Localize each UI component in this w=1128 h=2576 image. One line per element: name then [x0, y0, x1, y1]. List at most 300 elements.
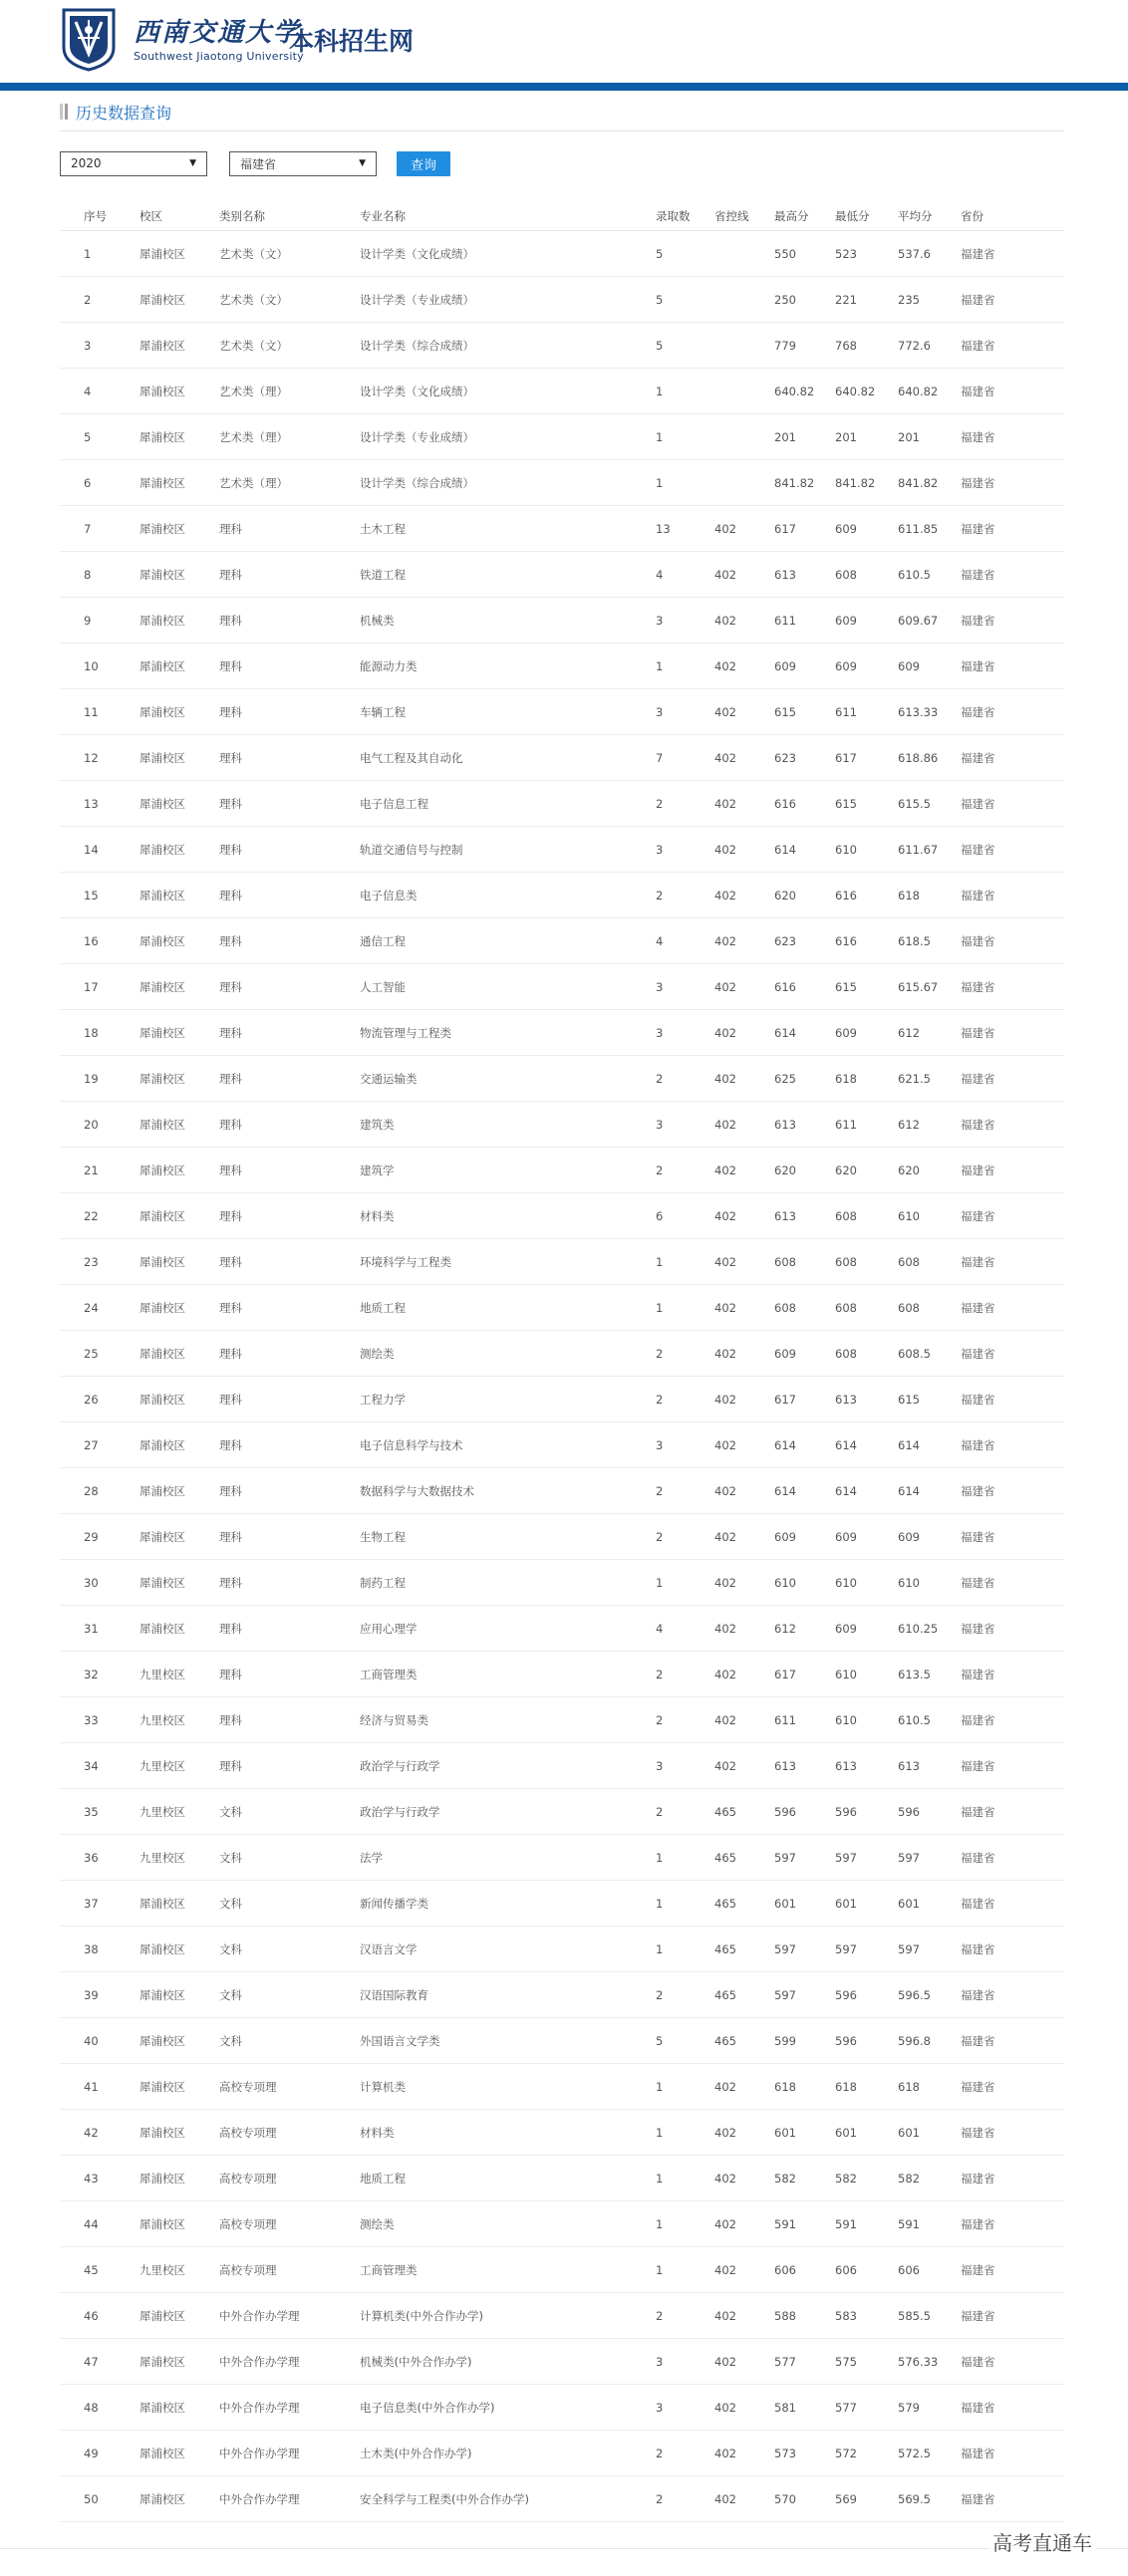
table-cell: 能源动力类 [360, 644, 656, 689]
table-cell: 理科 [219, 735, 360, 781]
column-header: 平均分 [898, 201, 961, 231]
table-cell: 理科 [219, 1148, 360, 1193]
table-body [60, 231, 1064, 2522]
table-cell: 犀浦校区 [140, 1927, 219, 1972]
table-cell: 九里校区 [140, 1697, 219, 1743]
table-cell: 福建省 [961, 2018, 1064, 2064]
table-cell: 铁道工程 [360, 552, 656, 598]
table-cell: 3 [656, 1010, 714, 1056]
table-cell: 614 [835, 1422, 898, 1468]
table-row [60, 506, 1064, 552]
table-row [60, 1743, 1064, 1789]
table-cell: 12 [60, 735, 140, 781]
table-cell: 596 [774, 1789, 835, 1835]
table-cell: 43 [60, 2156, 140, 2201]
table-cell: 通信工程 [360, 918, 656, 964]
table-cell: 理科 [219, 1743, 360, 1789]
table-cell: 犀浦校区 [140, 1468, 219, 1514]
table-row [60, 689, 1064, 735]
table-row [60, 644, 1064, 689]
table-cell: 理科 [219, 552, 360, 598]
table-cell: 614 [774, 827, 835, 873]
table-cell: 高校专项理 [219, 2156, 360, 2201]
table-cell: 3 [656, 1422, 714, 1468]
table-cell: 597 [774, 1835, 835, 1881]
table-cell: 法学 [360, 1835, 656, 1881]
table-cell: 16 [60, 918, 140, 964]
table-cell: 政治学与行政学 [360, 1789, 656, 1835]
table-cell: 609 [898, 1514, 961, 1560]
table-cell: 24 [60, 1285, 140, 1331]
table-cell: 1 [656, 1881, 714, 1927]
table-cell: 625 [774, 1056, 835, 1102]
table-cell: 2 [656, 1652, 714, 1697]
table-cell: 597 [835, 1835, 898, 1881]
table-cell: 文科 [219, 1972, 360, 2018]
table-cell: 640.82 [835, 369, 898, 414]
table-row [60, 2293, 1064, 2339]
table-cell: 车辆工程 [360, 689, 656, 735]
table-cell: 九里校区 [140, 1652, 219, 1697]
table-cell [714, 323, 774, 369]
table-cell: 福建省 [961, 2431, 1064, 2476]
table-cell: 614 [835, 1468, 898, 1514]
table-row [60, 2110, 1064, 2156]
table-cell: 犀浦校区 [140, 414, 219, 460]
table-cell: 620 [898, 1148, 961, 1193]
table-cell: 设计学类（专业成绩） [360, 414, 656, 460]
table-cell: 608 [835, 1193, 898, 1239]
table-cell: 608 [898, 1239, 961, 1285]
table-cell: 测绘类 [360, 1331, 656, 1377]
table-cell: 235 [898, 277, 961, 323]
table-cell: 611 [835, 1102, 898, 1148]
table-cell: 402 [714, 1010, 774, 1056]
table-cell: 582 [774, 2156, 835, 2201]
table-cell: 计算机类 [360, 2064, 656, 2110]
table-cell: 402 [714, 1652, 774, 1697]
table-cell: 犀浦校区 [140, 827, 219, 873]
table-cell: 福建省 [961, 414, 1064, 460]
footer-divider [0, 2548, 1128, 2549]
table-cell: 44 [60, 2201, 140, 2247]
table-cell: 材料类 [360, 2110, 656, 2156]
table-cell: 理科 [219, 1468, 360, 1514]
table-cell: 福建省 [961, 2476, 1064, 2522]
table-cell: 犀浦校区 [140, 2018, 219, 2064]
table-cell: 615 [774, 689, 835, 735]
table-cell: 福建省 [961, 1010, 1064, 1056]
table-cell: 465 [714, 1789, 774, 1835]
table-cell: 犀浦校区 [140, 1148, 219, 1193]
table-cell: 611.67 [898, 827, 961, 873]
table-cell: 理科 [219, 1102, 360, 1148]
table-cell: 犀浦校区 [140, 2156, 219, 2201]
table-cell: 25 [60, 1331, 140, 1377]
table-cell: 2 [656, 1056, 714, 1102]
table-cell: 609 [835, 598, 898, 644]
table-row [60, 231, 1064, 277]
table-cell: 汉语国际教育 [360, 1972, 656, 2018]
table-cell: 福建省 [961, 735, 1064, 781]
table-cell: 465 [714, 1881, 774, 1927]
section-title: 历史数据查询 [76, 103, 172, 123]
table-cell: 1 [656, 1927, 714, 1972]
table-cell: 608 [898, 1285, 961, 1331]
table-cell: 611 [774, 1697, 835, 1743]
table-cell: 610 [774, 1560, 835, 1606]
table-cell: 402 [714, 2156, 774, 2201]
table-cell: 772.6 [898, 323, 961, 369]
table-cell: 材料类 [360, 1193, 656, 1239]
table-cell: 465 [714, 1835, 774, 1881]
table-cell: 402 [714, 1193, 774, 1239]
table-row [60, 964, 1064, 1010]
table-cell: 犀浦校区 [140, 506, 219, 552]
table-cell: 201 [898, 414, 961, 460]
table-cell: 27 [60, 1422, 140, 1468]
watermark: 高考直通车 [988, 2525, 1096, 2558]
table-cell: 611 [835, 689, 898, 735]
table-cell: 609.67 [898, 598, 961, 644]
table-cell: 福建省 [961, 1193, 1064, 1239]
table-cell: 596 [835, 2018, 898, 2064]
header-bar [0, 83, 1128, 91]
table-cell: 618 [898, 873, 961, 918]
table-cell: 402 [714, 1285, 774, 1331]
table-cell: 设计学类（文化成绩） [360, 369, 656, 414]
table-cell: 电子信息类 [360, 873, 656, 918]
table-cell: 465 [714, 1927, 774, 1972]
table-cell: 4 [656, 552, 714, 598]
table-row [60, 1377, 1064, 1422]
table-cell: 601 [835, 2110, 898, 2156]
table-cell: 597 [774, 1927, 835, 1972]
table-cell: 犀浦校区 [140, 2339, 219, 2385]
main-content [60, 99, 1064, 2522]
table-cell: 福建省 [961, 873, 1064, 918]
university-cn-name: 西南交通大学 [134, 17, 302, 48]
table-cell: 犀浦校区 [140, 460, 219, 506]
table-cell: 615 [835, 781, 898, 827]
table-cell: 2 [60, 277, 140, 323]
table-cell: 理科 [219, 1377, 360, 1422]
table-cell: 设计学类（文化成绩） [360, 231, 656, 277]
table-cell: 1 [656, 2247, 714, 2293]
table-cell: 福建省 [961, 1148, 1064, 1193]
table-cell: 572.5 [898, 2431, 961, 2476]
table-cell: 福建省 [961, 2110, 1064, 2156]
table-cell: 610 [835, 1560, 898, 1606]
table-cell: 402 [714, 2293, 774, 2339]
table-cell: 402 [714, 1743, 774, 1789]
table-cell: 575 [835, 2339, 898, 2385]
table-row [60, 873, 1064, 918]
table-cell: 经济与贸易类 [360, 1697, 656, 1743]
table-cell: 13 [656, 506, 714, 552]
table-cell: 569.5 [898, 2476, 961, 2522]
table-cell: 402 [714, 1606, 774, 1652]
table-cell: 617 [774, 506, 835, 552]
table-cell: 高校专项理 [219, 2110, 360, 2156]
table-cell: 理科 [219, 918, 360, 964]
table-cell: 19 [60, 1056, 140, 1102]
filter-bar [60, 149, 1064, 177]
section-marker [65, 104, 68, 120]
table-cell: 596.8 [898, 2018, 961, 2064]
table-cell: 设计学类（综合成绩） [360, 460, 656, 506]
table-cell: 福建省 [961, 2247, 1064, 2293]
table-cell: 犀浦校区 [140, 2476, 219, 2522]
table-cell: 402 [714, 1697, 774, 1743]
table-cell: 3 [656, 689, 714, 735]
table-cell: 606 [835, 2247, 898, 2293]
table-cell: 福建省 [961, 1468, 1064, 1514]
table-cell: 11 [60, 689, 140, 735]
table-cell: 福建省 [961, 1789, 1064, 1835]
table-cell: 电子信息工程 [360, 781, 656, 827]
table-cell: 生物工程 [360, 1514, 656, 1560]
table-cell: 3 [656, 2339, 714, 2385]
table-cell: 402 [714, 1331, 774, 1377]
table-cell: 614 [774, 1468, 835, 1514]
table-cell: 26 [60, 1377, 140, 1422]
table-cell: 402 [714, 1468, 774, 1514]
table-cell: 588 [774, 2293, 835, 2339]
column-header: 省份 [961, 201, 1064, 231]
table-cell: 402 [714, 1239, 774, 1285]
table-cell: 数据科学与大数据技术 [360, 1468, 656, 1514]
table-cell: 609 [835, 1514, 898, 1560]
table-cell: 文科 [219, 1881, 360, 1927]
table-cell: 402 [714, 506, 774, 552]
table-cell: 617 [835, 735, 898, 781]
column-header: 省控线 [714, 201, 774, 231]
table-cell: 犀浦校区 [140, 1972, 219, 2018]
table-row [60, 414, 1064, 460]
table-cell: 201 [774, 414, 835, 460]
table-cell: 中外合作办学理 [219, 2431, 360, 2476]
table-cell: 614 [898, 1468, 961, 1514]
table-cell: 中外合作办学理 [219, 2385, 360, 2431]
table-cell: 1 [656, 2110, 714, 2156]
table-cell: 艺术类（文） [219, 277, 360, 323]
table-row [60, 1331, 1064, 1377]
table-cell: 610.25 [898, 1606, 961, 1652]
table-cell: 汉语言文学 [360, 1927, 656, 1972]
table-cell: 文科 [219, 1927, 360, 1972]
table-cell: 613 [835, 1377, 898, 1422]
table-cell: 福建省 [961, 598, 1064, 644]
table-row [60, 1927, 1064, 1972]
table-cell: 34 [60, 1743, 140, 1789]
table-cell: 5 [60, 414, 140, 460]
table-cell: 591 [835, 2201, 898, 2247]
column-header: 类别名称 [219, 201, 360, 231]
table-cell: 理科 [219, 873, 360, 918]
table-row [60, 2247, 1064, 2293]
table-cell: 250 [774, 277, 835, 323]
table-cell: 高校专项理 [219, 2201, 360, 2247]
year-select[interactable] [60, 151, 207, 176]
column-header: 序号 [60, 201, 140, 231]
table-cell: 犀浦校区 [140, 1560, 219, 1606]
table-cell: 艺术类（文） [219, 231, 360, 277]
table-cell: 犀浦校区 [140, 2431, 219, 2476]
table-cell: 585.5 [898, 2293, 961, 2339]
table-cell: 609 [835, 1606, 898, 1652]
table-cell: 550 [774, 231, 835, 277]
table-cell: 理科 [219, 689, 360, 735]
table-cell: 402 [714, 2476, 774, 2522]
table-cell: 37 [60, 1881, 140, 1927]
query-button[interactable]: 查询 [397, 151, 450, 176]
table-cell: 福建省 [961, 2064, 1064, 2110]
table-cell: 610 [835, 1697, 898, 1743]
table-cell: 618 [774, 2064, 835, 2110]
table-cell: 理科 [219, 1056, 360, 1102]
table-cell: 福建省 [961, 369, 1064, 414]
table-cell: 艺术类（理） [219, 414, 360, 460]
table-cell: 福建省 [961, 1697, 1064, 1743]
table-cell: 犀浦校区 [140, 1193, 219, 1239]
table-cell: 4 [656, 1606, 714, 1652]
table-cell: 犀浦校区 [140, 1422, 219, 1468]
table-cell: 2 [656, 1377, 714, 1422]
table-cell: 机械类 [360, 598, 656, 644]
table-row [60, 1789, 1064, 1835]
table-row [60, 1285, 1064, 1331]
table-cell: 3 [656, 598, 714, 644]
table-cell: 2 [656, 1789, 714, 1835]
table-cell: 4 [60, 369, 140, 414]
table-cell: 591 [774, 2201, 835, 2247]
table-cell: 596 [835, 1789, 898, 1835]
table-cell: 犀浦校区 [140, 2110, 219, 2156]
table-cell: 交通运输类 [360, 1056, 656, 1102]
table-cell: 2 [656, 873, 714, 918]
table-cell: 402 [714, 1377, 774, 1422]
table-cell: 物流管理与工程类 [360, 1010, 656, 1056]
table-cell: 45 [60, 2247, 140, 2293]
table-cell: 文科 [219, 1789, 360, 1835]
column-header: 最高分 [774, 201, 835, 231]
table-cell: 福建省 [961, 2339, 1064, 2385]
table-cell: 犀浦校区 [140, 277, 219, 323]
table-cell: 2 [656, 1697, 714, 1743]
results-table [60, 201, 1064, 2522]
table-cell: 617 [774, 1377, 835, 1422]
table-cell: 599 [774, 2018, 835, 2064]
table-cell: 576.33 [898, 2339, 961, 2385]
table-row [60, 1056, 1064, 1102]
table-cell: 理科 [219, 1697, 360, 1743]
table-cell: 33 [60, 1697, 140, 1743]
table-cell: 1 [656, 2156, 714, 2201]
table-cell: 犀浦校区 [140, 1377, 219, 1422]
table-cell: 理科 [219, 827, 360, 873]
table-cell: 30 [60, 1560, 140, 1606]
chevron-down-icon: ▼ [359, 158, 366, 168]
table-cell: 402 [714, 781, 774, 827]
table-cell: 613.5 [898, 1652, 961, 1697]
table-cell: 1 [656, 2201, 714, 2247]
table-cell: 569 [835, 2476, 898, 2522]
table-cell: 402 [714, 827, 774, 873]
table-cell: 616 [835, 918, 898, 964]
table-cell [714, 414, 774, 460]
province-select[interactable] [229, 151, 377, 176]
table-cell: 犀浦校区 [140, 781, 219, 827]
table-cell: 613 [898, 1743, 961, 1789]
table-cell: 402 [714, 2064, 774, 2110]
table-cell: 402 [714, 1422, 774, 1468]
table-row [60, 1652, 1064, 1697]
table-cell: 620 [774, 1148, 835, 1193]
table-cell: 618.86 [898, 735, 961, 781]
table-cell: 1 [656, 644, 714, 689]
table-cell: 福建省 [961, 1743, 1064, 1789]
table-cell: 安全科学与工程类(中外合作办学) [360, 2476, 656, 2522]
table-cell: 文科 [219, 1835, 360, 1881]
table-row [60, 1606, 1064, 1652]
table-cell: 597 [898, 1835, 961, 1881]
table-cell: 614 [774, 1010, 835, 1056]
logo[interactable] [60, 8, 304, 72]
table-cell: 613 [774, 1102, 835, 1148]
table-cell: 建筑类 [360, 1102, 656, 1148]
table-cell: 理科 [219, 1285, 360, 1331]
table-cell: 犀浦校区 [140, 1881, 219, 1927]
table-cell: 福建省 [961, 1377, 1064, 1422]
table-cell: 610.5 [898, 552, 961, 598]
table-cell: 3 [656, 2385, 714, 2431]
table-cell: 犀浦校区 [140, 644, 219, 689]
table-cell: 艺术类（理） [219, 460, 360, 506]
table-cell: 中外合作办学理 [219, 2339, 360, 2385]
table-cell: 理科 [219, 964, 360, 1010]
table-cell: 外国语言文学类 [360, 2018, 656, 2064]
table-row [60, 1422, 1064, 1468]
table-cell: 电子信息类(中外合作办学) [360, 2385, 656, 2431]
table-cell: 572 [835, 2431, 898, 2476]
table-cell: 1 [656, 1560, 714, 1606]
table-cell: 13 [60, 781, 140, 827]
table-cell: 福建省 [961, 1972, 1064, 2018]
site-title[interactable]: 本科招生网 [289, 27, 415, 56]
table-cell: 犀浦校区 [140, 918, 219, 964]
table-row [60, 460, 1064, 506]
table-cell: 理科 [219, 1331, 360, 1377]
table-cell: 犀浦校区 [140, 873, 219, 918]
table-cell: 573 [774, 2431, 835, 2476]
table-cell: 福建省 [961, 1835, 1064, 1881]
table-cell: 福建省 [961, 231, 1064, 277]
table-cell: 613 [835, 1743, 898, 1789]
table-cell: 2 [656, 1514, 714, 1560]
column-header: 校区 [140, 201, 219, 231]
table-cell: 841.82 [835, 460, 898, 506]
table-cell: 犀浦校区 [140, 2201, 219, 2247]
table-cell [714, 369, 774, 414]
table-cell: 福建省 [961, 552, 1064, 598]
table-row [60, 2064, 1064, 2110]
table-cell: 福建省 [961, 2385, 1064, 2431]
table-cell: 17 [60, 964, 140, 1010]
table-cell: 福建省 [961, 1331, 1064, 1377]
table-cell: 615 [898, 1377, 961, 1422]
table-cell: 犀浦校区 [140, 964, 219, 1010]
